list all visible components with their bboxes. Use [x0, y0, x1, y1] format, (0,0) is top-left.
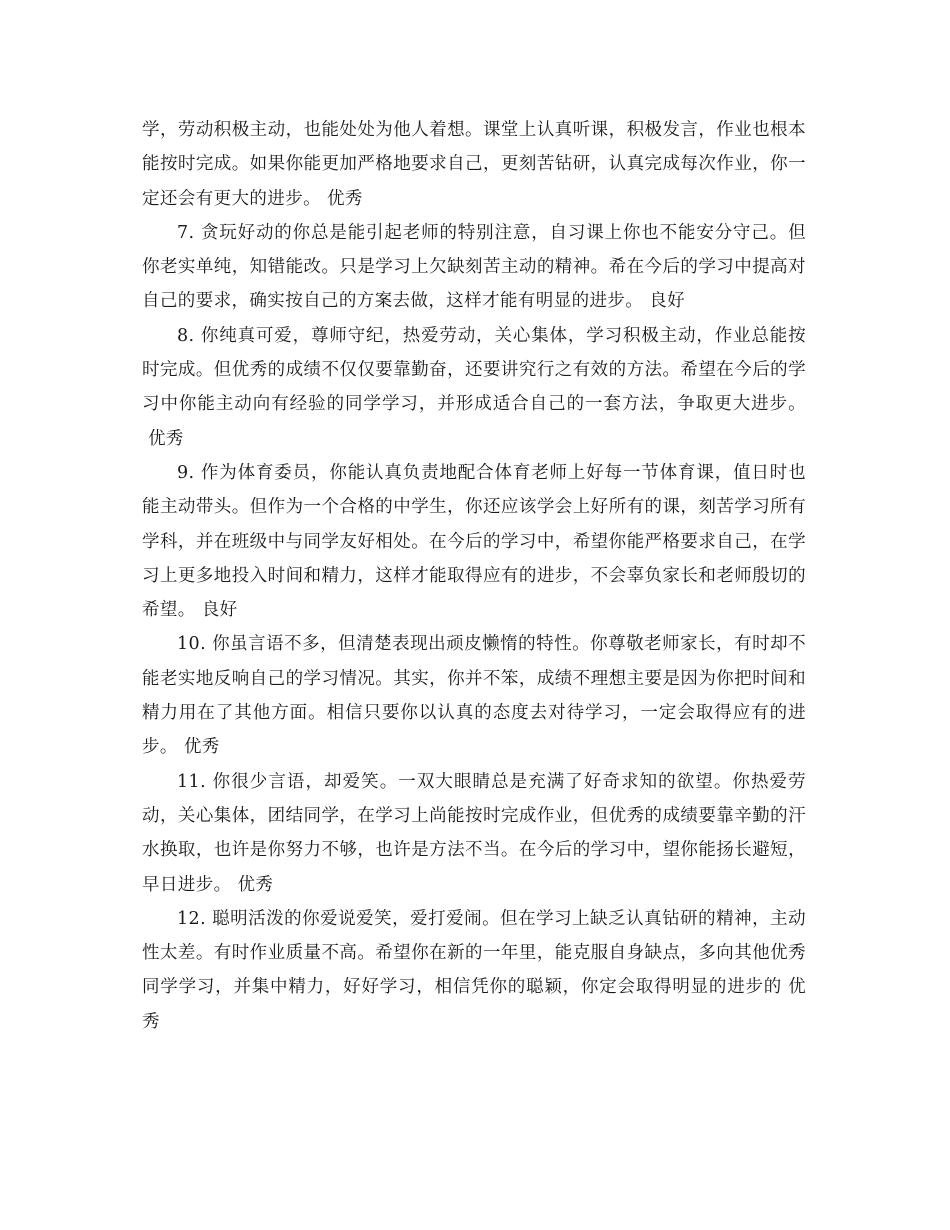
comment-text: 12. 聪明活泼的你爱说爱笑，爱打爱闹。但在学习上缺乏认真钻研的精神，主动性太差。有时作业质量不高。希望你在新的一年里，能克服自身缺点，多向其他优秀同学学习，并集中精力，好好学习，相信凭你的聪颖，你定会取得明显的进步的 — [142, 908, 806, 998]
comment-paragraph-8 — [142, 319, 806, 456]
comment-text: 10. 你虽言语不多，但清楚表现出顽皮懒惰的特性。你尊敬老师家长，有时却不能老实地反响自己的学习情况。其实，你并不笨，成绩不理想主要是因为你把时间和精力用在了其他方面。相信只要你以认真的态度去对待学习，一定会取得应有的进步。 — [142, 634, 806, 758]
comment-text: 7. 贪玩好动的你总是能引起老师的特别注意，自习课上你也不能安分守己。但你老实单纯，知错能改。只是学习上欠缺刻苦主动的精神。希在今后的学习中提高对自己的要求，确实按自己的方案去做，这样才能有明显的进步。 — [142, 222, 806, 312]
comment-grade: 优秀 — [148, 428, 184, 449]
comment-paragraph-10 — [142, 627, 806, 764]
comment-grade: 优秀 — [183, 737, 220, 758]
document-body — [142, 113, 806, 1039]
comment-paragraph-12 — [142, 902, 806, 1039]
comment-paragraph-11 — [142, 765, 806, 902]
comment-paragraph-7 — [142, 216, 806, 319]
comment-grade: 优秀 — [237, 874, 274, 895]
comment-grade: 良好 — [649, 291, 686, 312]
comment-text: 9. 作为体育委员，你能认真负责地配合体育老师上好每一节体育课，值日时也能主动带头。但作为一个合格的中学生，你还应该学会上好所有的课，刻苦学习所有学科，并在班级中与同学友好相处。在今后的学习中，希望你能严格要求自己，在学习上更多地投入时间和精力，这样才能取得应有的进步，不会辜负家长和老师殷切的希望。 — [142, 462, 806, 621]
comment-grade: 良好 — [201, 600, 238, 621]
comment-text: 学，劳动积极主动，也能处处为他人着想。课堂上认真听课，积极发言，作业也根本能按时完成。如果你能更加严格地要求自己，更刻苦钻研，认真完成每次作业，你一定还会有更大的进步。 — [142, 120, 806, 209]
comment-text: 8. 你纯真可爱，尊师守纪，热爱劳动，关心集体，学习积极主动，作业总能按时完成。但优秀的成绩不仅仅要靠勤奋，还要讲究行之有效的方法。希望在今后的学习中你能主动向有经验的同学学习，并形成适合自己的一套方法，争取更大进步。 — [142, 325, 806, 415]
comment-paragraph-9 — [142, 456, 806, 627]
comment-text: 11. 你很少言语，却爱笑。一双大眼睛总是充满了好奇求知的欲望。你热爱劳动，关心集体，团结同学，在学习上尚能按时完成作业，但优秀的成绩要靠辛勤的汗水换取，也许是你努力不够，也许是方法不当。在今后的学习中，望你能扬长避短，早日进步。 — [142, 771, 806, 895]
comment-grade: 优秀 — [142, 977, 806, 1032]
comment-paragraph-continued — [142, 113, 806, 216]
comment-grade: 优秀 — [327, 188, 363, 209]
